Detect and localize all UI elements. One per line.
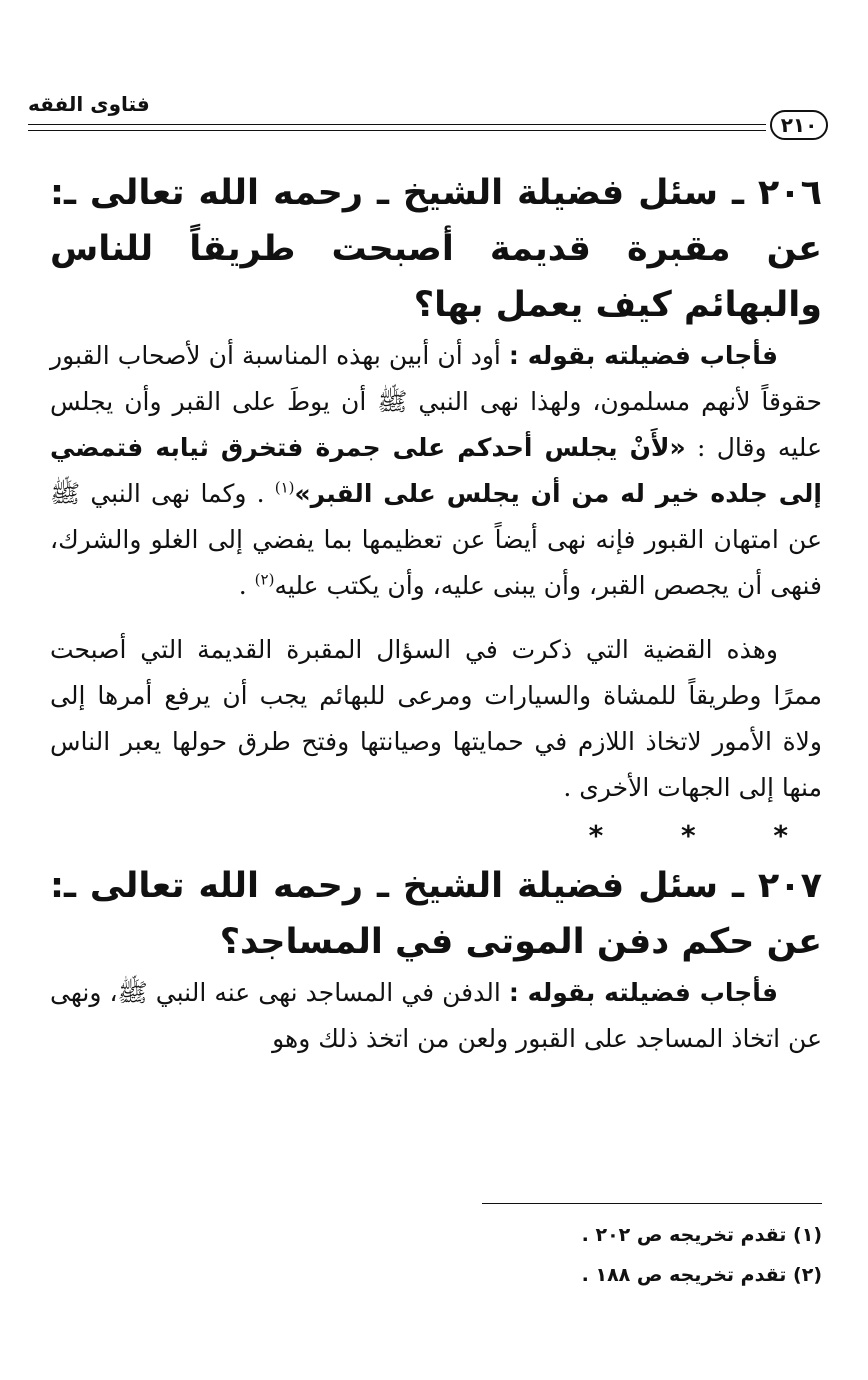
sentence-end: . [238,571,247,600]
answer-text: أود أن أبين بهذه المناسبة أن لأصحاب القبور حقوقاً لأنهم مسلمون، ولهذا نهى النبي ﷺ أن يوطَ على القبر وأن يجلس عليه وقال : [50,341,822,462]
answer-text: الدفن في المساجد نهى عنه النبي ﷺ، ونهى عن اتخاذ المساجد على القبور ولعن من اتخذ ذلك وهو [50,978,822,1053]
page-header [28,92,828,152]
answer-206-paragraph-1 [50,333,822,609]
footnote-ref-1: (١) [274,478,295,497]
header-rule [28,124,766,131]
answer-207-paragraph-1 [50,970,822,1062]
page-number: ٢١٠ [770,110,828,140]
section-separator: * * * [588,819,822,852]
question-207: ٢٠٧ ـ سئل فضيلة الشيخ ـ رحمه الله تعالى ـ: عن حكم دفن الموتى في المساجد؟ [50,866,822,962]
page-content [50,165,822,1062]
answer-text-cont: . وكما نهى النبي ﷺ عن امتهان القبور فإنه نهى أيضاً عن تعظيمها بما يفضي إلى الغلو والشرك، فنهى أن يجصص القبر، وأن يبنى عليه، وأن يكتب عليه [50,479,822,600]
question-206: ٢٠٦ ـ سئل فضيلة الشيخ ـ رحمه الله تعالى ـ: عن مقبرة قديمة أصبحت طريقاً للناس والبهائم كيف يعمل بها؟ [50,173,822,325]
footnote-1: (١) تقدم تخريجه ص ٢٠٢ . [581,1224,822,1246]
answer-lead: فأجاب فضيلته بقوله : [508,341,778,370]
answer-206-paragraph-2: وهذه القضية التي ذكرت في السؤال المقبرة القديمة التي أصبحت ممرًا وطريقاً للمشاة والسيارات ومرعى للبهائم يجب أن يرفع أمرها إلى ولاة الأمور لاتخاذ اللازم في حمايتها وصيانتها وفتح طرق حولها يعبر الناس منها إلى الجهات الأخرى . [50,635,822,802]
answer-lead: فأجاب فضيلته بقوله : [508,978,778,1007]
footnotes [262,1215,822,1295]
footnote-2: (٢) تقدم تخريجه ص ١٨٨ . [581,1264,822,1286]
footnote-rule [482,1203,822,1204]
book-title: فتاوى الفقه [28,92,150,116]
hadith-quote: «لأَنْ يجلس أحدكم على جمرة فتخرق ثيابه فتمضي إلى جلده خير له من أن يجلس على القبر» [50,433,823,508]
footnote-ref-2: (٢) [254,570,275,589]
